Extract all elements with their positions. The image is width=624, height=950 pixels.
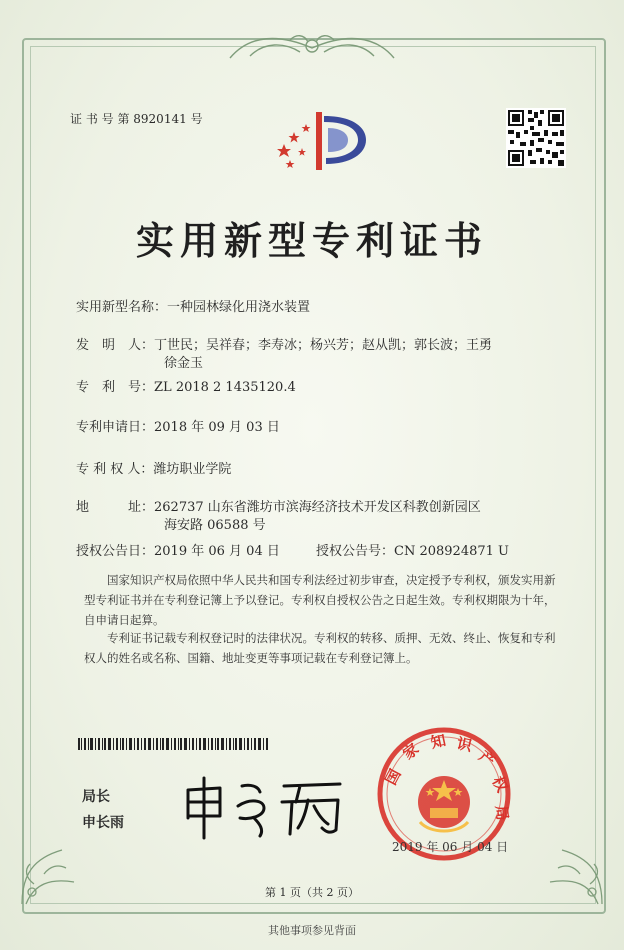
grant-date-value: 2019 年 06 月 04 日 (154, 544, 280, 559)
grant-number-label: 授权公告号： (316, 544, 395, 559)
signature-title: 局长 (82, 789, 110, 805)
svg-text:家: 家 (399, 739, 423, 764)
patent-logo-icon (276, 108, 372, 174)
utility-name-value: 一种园林绿化用浇水装置 (167, 300, 311, 315)
patentee-label: 专 利 权 人： (76, 462, 154, 477)
page-number: 第 1 页（共 2 页） (265, 886, 359, 899)
grant-number-row (316, 540, 509, 559)
patent-number-label: 专 利 号： (76, 380, 155, 395)
svg-text:国: 国 (381, 766, 405, 788)
inventors-value-line1: 丁世民；吴祥春；李寿冰；杨兴芳；赵从凯；郭长波；王勇 (154, 338, 493, 353)
address-value-line1: 262737 山东省潍坊市滨海经济技术开发区科教创新园区 (154, 500, 481, 515)
svg-text:知: 知 (429, 731, 448, 752)
filing-date-row (76, 416, 280, 435)
qr-code-icon (506, 108, 566, 168)
svg-text:局: 局 (492, 804, 512, 822)
certificate-title: 实用新型专利证书 (135, 218, 488, 263)
footer-note: 其他事项参见背面 (268, 924, 356, 937)
barcode-icon (78, 738, 268, 750)
handwritten-signature-icon (180, 772, 350, 842)
patent-number-value: ZL 2018 2 1435120.4 (154, 380, 296, 395)
grant-number-value: CN 208924871 U (394, 544, 509, 559)
svg-text:产: 产 (475, 746, 499, 771)
address-label: 地 址： (76, 500, 155, 515)
filing-date-value: 2018 年 09 月 03 日 (154, 420, 280, 435)
grant-date-row (76, 540, 280, 559)
grant-date-label: 授权公告日： (76, 544, 155, 559)
patentee-value: 潍坊职业学院 (153, 462, 232, 477)
certificate-number-suffix: 号 (190, 112, 203, 126)
svg-text:权: 权 (488, 773, 512, 796)
body-paragraph-1: 国家知识产权局依照中华人民共和国专利法经过初步审查，决定授予专利权，颁发实用新型专利证书并在专利登记簿上予以登记。专利权自授权公告之日起生效。专利权期限为十年，自申请日起算。 (84, 573, 556, 627)
body-paragraph-2: 专利证书记载专利权登记时的法律状况。专利权的转移、质押、无效、终止、恢复和专利权人的姓名或名称、国籍、地址变更等事项记载在专利登记簿上。 (84, 631, 556, 665)
top-ornament-icon (220, 30, 404, 64)
certificate-number-label: 证 书 号 第 (70, 112, 130, 126)
patentee-row (76, 458, 231, 477)
inventors-value-line2: 徐金玉 (164, 356, 204, 371)
inventors-label: 发 明 人： (76, 338, 155, 353)
address-value-line2: 海安路 06588 号 (164, 518, 266, 533)
inventors-row (76, 334, 492, 353)
seal-date: 2019 年 06 月 04 日 (392, 840, 509, 854)
patent-number-row (76, 376, 296, 395)
filing-date-label: 专利申请日： (76, 420, 155, 435)
utility-name-label: 实用新型名称： (76, 300, 168, 315)
certificate-number-row (70, 110, 203, 127)
address-row (76, 496, 481, 515)
utility-name-row (76, 296, 310, 315)
signature-name: 申长雨 (82, 815, 124, 831)
certificate-number: 8920141 (133, 112, 187, 126)
svg-text:识: 识 (455, 734, 474, 756)
